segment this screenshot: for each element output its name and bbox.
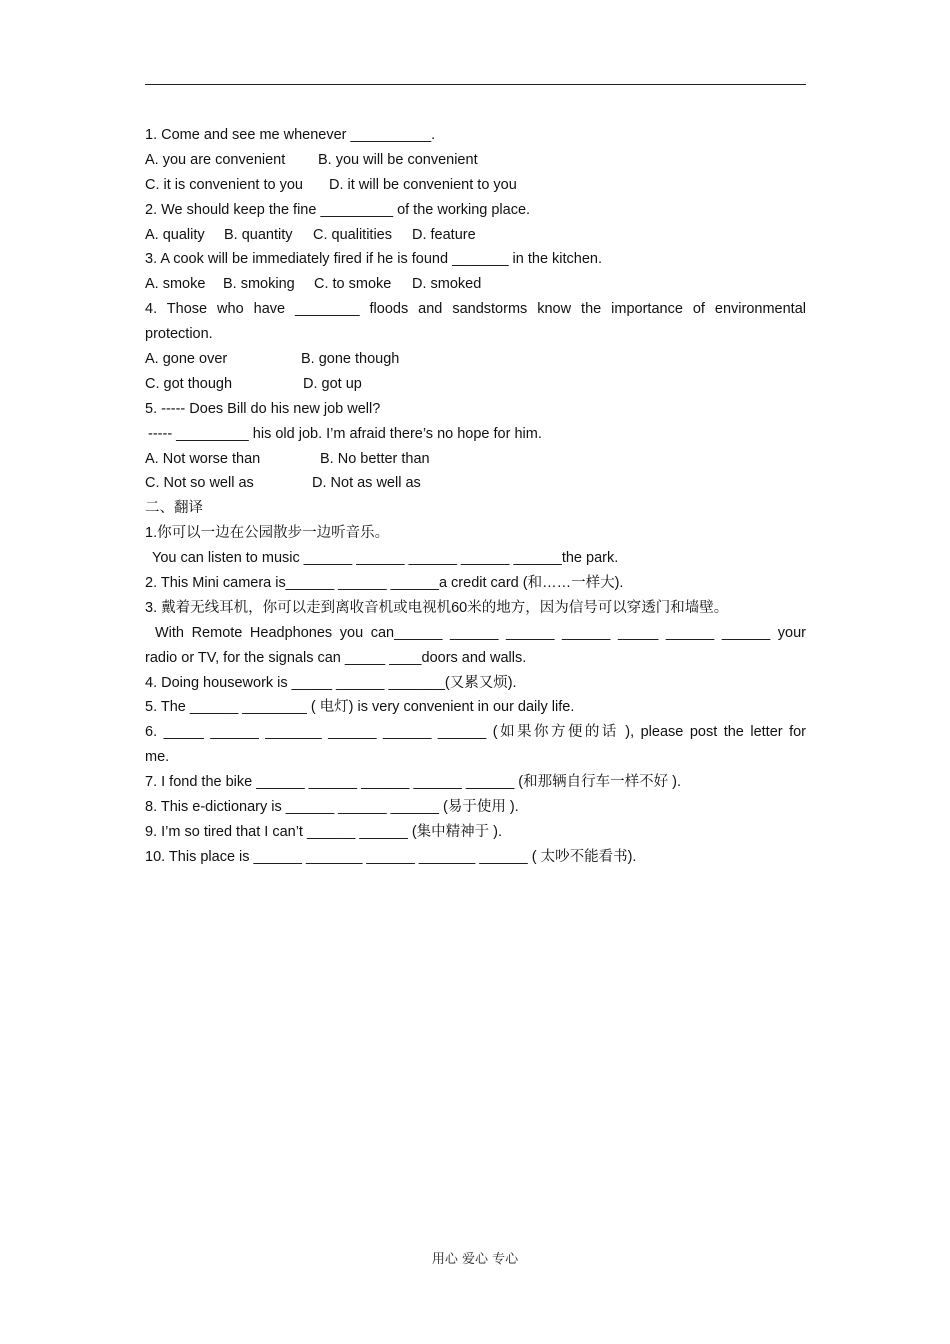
translation-10: 10. This place is ______ _______ ______ _______ ______ ( 太吵不能看书). xyxy=(145,848,637,865)
question-2-option-a: A. quality xyxy=(145,226,205,243)
question-1-option-c: C. it is convenient to you xyxy=(145,176,303,193)
question-5-options-ab xyxy=(145,447,806,472)
question-2-options xyxy=(145,223,806,248)
question-1-stem: 1. Come and see me whenever __________. xyxy=(145,127,436,143)
question-4-stem-line1: 4. Those who have ________ floods and sandstorms know the importance of environmental xyxy=(145,301,806,318)
translation-9: 9. I’m so tired that I can’t ______ ______ (集中精神于 ). xyxy=(145,823,503,840)
question-2-option-b: B. quantity xyxy=(224,226,293,243)
question-1-options-cd xyxy=(145,173,806,198)
question-1-option-b: B. you will be convenient xyxy=(318,151,478,168)
page-footer: 用心 爱心 专心 xyxy=(431,1252,519,1267)
question-4-stem-line2: protection. xyxy=(145,326,213,343)
translation-6-line1: 6. _____ ______ _______ ______ ______ ______ (如果你方便的话 ), please post the letter for xyxy=(145,724,806,741)
question-5-option-c: C. Not so well as xyxy=(145,475,254,492)
question-1-option-d: D. it will be convenient to you xyxy=(329,176,517,193)
translation-1-english: You can listen to music ______ ______ ______ ______ ______the park. xyxy=(152,550,619,567)
translation-8: 8. This e-dictionary is ______ ______ ______ (易于使用 ). xyxy=(145,799,519,816)
exercise-content xyxy=(145,123,806,870)
translation-6-line2: me. xyxy=(145,749,170,766)
question-4-option-b: B. gone though xyxy=(301,351,400,368)
translation-3-chinese: 3. 戴着无线耳机，你可以走到离收音机或电视机60米的地方，因为信号可以穿透门和墙壁。 xyxy=(145,599,729,616)
question-1-option-a: A. you are convenient xyxy=(145,151,286,168)
translation-3-english-line2: radio or TV, for the signals can _____ ____doors and walls. xyxy=(145,649,527,666)
translation-4: 4. Doing housework is _____ ______ _______(又累又烦). xyxy=(145,674,517,691)
question-5-reply: ----- _________ his old job. I’m afraid there’s no hope for him. xyxy=(148,425,542,442)
question-2-stem: 2. We should keep the fine _________ of the working place. xyxy=(145,201,531,218)
translation-5: 5. The ______ ________ ( 电灯) is very convenient in our daily life. xyxy=(145,699,575,716)
question-4-option-c: C. got though xyxy=(145,375,233,392)
question-3-option-c: C. to smoke xyxy=(314,276,392,293)
question-4-options-ab xyxy=(145,347,806,372)
question-5-option-d: D. Not as well as xyxy=(312,475,421,492)
question-2-option-c: C. qualitities xyxy=(313,226,392,243)
translation-1-chinese: 1.你可以一边在公园散步一边听音乐。 xyxy=(145,525,390,542)
question-3-stem: 3. A cook will be immediately fired if he is found _______ in the kitchen. xyxy=(145,251,603,268)
translation-3-english-line1: With Remote Headphones you can______ ______ ______ ______ _____ ______ ______ your xyxy=(155,624,806,641)
header-rule xyxy=(145,84,806,85)
question-5-option-b: B. No better than xyxy=(320,450,430,467)
question-5-stem: 5. ----- Does Bill do his new job well? xyxy=(145,400,381,417)
question-4-option-d: D. got up xyxy=(303,375,362,392)
question-3-option-d: D. smoked xyxy=(412,276,482,293)
translation-2: 2. This Mini camera is______ ______ ______a credit card (和……一样大). xyxy=(145,575,624,592)
question-3-option-b: B. smoking xyxy=(223,276,295,293)
question-3-options xyxy=(145,272,806,297)
question-4-option-a: A. gone over xyxy=(145,351,228,368)
question-1-options-ab xyxy=(145,148,806,173)
question-3-option-a: A. smoke xyxy=(145,276,206,293)
question-5-option-a: A. Not worse than xyxy=(145,450,261,467)
translation-7: 7. I fond the bike ______ ______ ______ ______ ______ (和那辆自行车一样不好 ). xyxy=(145,774,682,791)
question-5-options-cd xyxy=(145,471,806,496)
question-4-options-cd xyxy=(145,372,806,397)
question-2-option-d: D. feature xyxy=(412,226,476,243)
section-2-heading: 二、翻译 xyxy=(145,500,203,517)
